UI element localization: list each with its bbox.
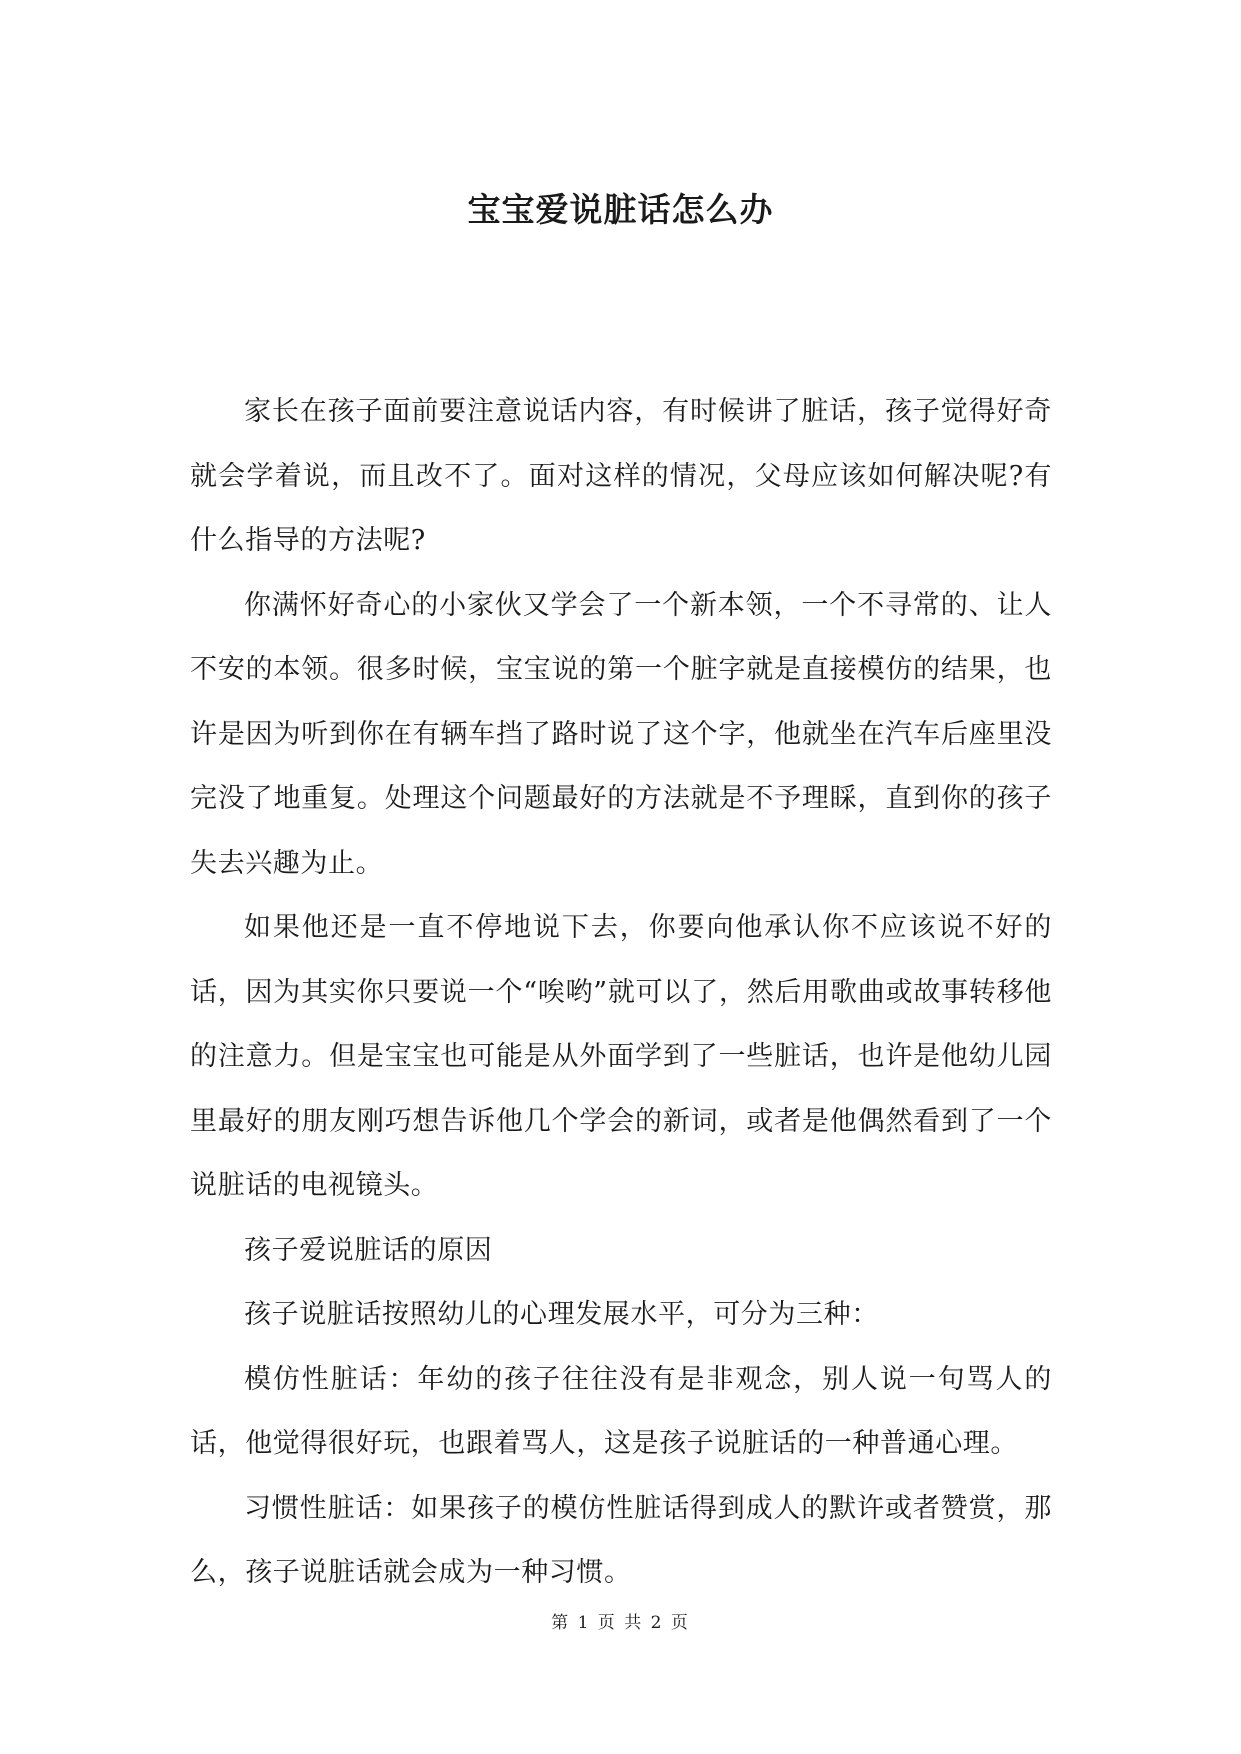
paragraph-three-types: 孩子说脏话按照幼儿的心理发展水平，可分为三种：	[244, 1299, 879, 1330]
page-footer: 第 1 页 共 2 页	[551, 1613, 690, 1633]
paragraph-intro: 家长在孩子面前要注意说话内容，有时候讲了脏话，孩子觉得好奇就会学着说，而且改不了。面对这样的情况，父母应该如何解决呢?有什么指导的方法呢?	[190, 396, 1052, 556]
document-body	[190, 380, 1052, 1606]
paragraph-curiosity: 你满怀好奇心的小家伙又学会了一个新本领，一个不寻常的、让人不安的本领。很多时候，宝宝说的第一个脏字就是直接模仿的结果，也许是因为听到你在有辆车挡了路时说了这个字，他就坐在汽车后座里没完没了地重复。处理这个问题最好的方法就是不予理睬，直到你的孩子失去兴趣为止。	[190, 589, 1052, 879]
page-title: 宝宝爱说脏话怎么办	[467, 190, 774, 229]
section-heading-reasons: 孩子爱说脏话的原因	[244, 1234, 493, 1266]
paragraph-habitual: 习惯性脏话：如果孩子的模仿性脏话得到成人的默许或者赞赏，那么，孩子说脏话就会成为一种习惯。	[190, 1492, 1052, 1588]
paragraph-imitative: 模仿性脏话：年幼的孩子往往没有是非观念，别人说一句骂人的话，他觉得很好玩，也跟着骂人，这是孩子说脏话的一种普通心理。	[190, 1363, 1052, 1459]
paragraph-persistence: 如果他还是一直不停地说下去，你要向他承认你不应该说不好的话，因为其实你只要说一个“唉哟”就可以了，然后用歌曲或故事转移他的注意力。但是宝宝也可能是从外面学到了一些脏话，也许是他幼儿园里最好的朋友刚巧想告诉他几个学会的新词，或者是他偶然看到了一个说脏话的电视镜头。	[190, 912, 1052, 1201]
